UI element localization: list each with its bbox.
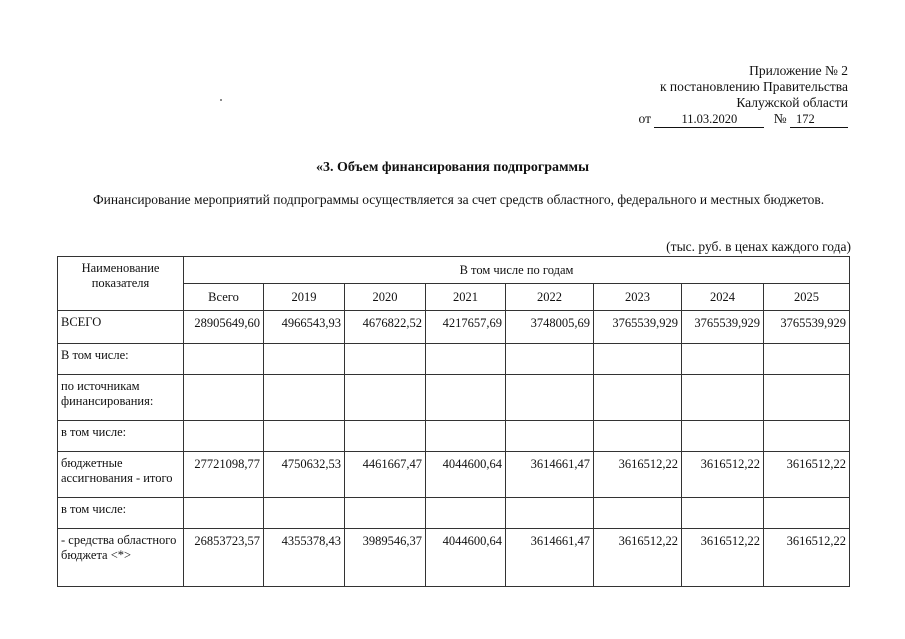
appendix-header [560, 63, 848, 128]
table-cell: 3765539,929 [594, 311, 682, 344]
table-cell: 3614661,47 [506, 529, 594, 587]
table-cell [345, 344, 426, 375]
table-cell: 3765539,929 [764, 311, 850, 344]
table-cell: 3989546,37 [345, 529, 426, 587]
number-label: № [773, 111, 787, 126]
table-cell [426, 344, 506, 375]
table-row [58, 375, 850, 421]
table-cell [345, 498, 426, 529]
column-header: 2019 [264, 284, 345, 311]
table-cell [264, 421, 345, 452]
table-cell [184, 344, 264, 375]
appendix-region: Калужской области [736, 95, 848, 110]
table-cell: 4461667,47 [345, 452, 426, 498]
financing-table [57, 256, 850, 587]
table-cell: 27721098,77 [184, 452, 264, 498]
column-header: 2021 [426, 284, 506, 311]
table-cell [506, 344, 594, 375]
row-label: в том числе: [58, 498, 184, 529]
table-cell [345, 421, 426, 452]
table-cell [764, 375, 850, 421]
appendix-title: Приложение № 2 [749, 63, 848, 78]
table-cell [594, 498, 682, 529]
table-cell: 3616512,22 [594, 452, 682, 498]
appendix-date-line [560, 111, 848, 128]
table-cell [682, 421, 764, 452]
table-cell: 3765539,929 [682, 311, 764, 344]
table-cell [682, 498, 764, 529]
row-label: В том числе: [58, 344, 184, 375]
column-header: 2025 [764, 284, 850, 311]
table-cell [764, 421, 850, 452]
table-cell: 4044600,64 [426, 452, 506, 498]
table-row [58, 529, 850, 587]
table-cell [682, 344, 764, 375]
table-cell [506, 421, 594, 452]
table-cell [594, 375, 682, 421]
table-cell [264, 344, 345, 375]
table-cell: 3616512,22 [764, 529, 850, 587]
table-row [58, 421, 850, 452]
table-cell: 4676822,52 [345, 311, 426, 344]
section-title: «3. Объем финансирования подпрограммы [315, 160, 590, 175]
table-cell [264, 375, 345, 421]
table-cell: 4355378,43 [264, 529, 345, 587]
table-cell [184, 375, 264, 421]
table-cell [594, 344, 682, 375]
table-cell [184, 498, 264, 529]
table-row [58, 344, 850, 375]
table-cell: 3616512,22 [682, 529, 764, 587]
table-cell [594, 421, 682, 452]
financing-paragraph: Финансирование мероприятий подпрограммы осуществляется за счет средств областного, федерального и местных бюджетов. [93, 192, 825, 207]
table-cell: 26853723,57 [184, 529, 264, 587]
table-row [58, 498, 850, 529]
header-group: В том числе по годам [184, 257, 850, 284]
table-cell: 3748005,69 [506, 311, 594, 344]
scan-speck [220, 99, 222, 101]
table-row [58, 452, 850, 498]
table-cell: 3614661,47 [506, 452, 594, 498]
row-label: бюджетные ассигнования - итого [58, 452, 184, 498]
column-header: 2022 [506, 284, 594, 311]
column-header: 2023 [594, 284, 682, 311]
table-cell [506, 498, 594, 529]
table-cell: 3616512,22 [682, 452, 764, 498]
column-header: 2020 [345, 284, 426, 311]
units-note: (тыс. руб. в ценах каждого года) [666, 239, 851, 254]
table-cell [426, 375, 506, 421]
table-cell: 4750632,53 [264, 452, 345, 498]
row-label: ВСЕГО [58, 311, 184, 344]
header-name: Наименование показателя [58, 257, 184, 311]
table-cell [764, 344, 850, 375]
table-cell [184, 421, 264, 452]
table-cell: 4044600,64 [426, 529, 506, 587]
from-label: от [638, 111, 651, 126]
column-header: Всего [184, 284, 264, 311]
table-cell [264, 498, 345, 529]
table-cell [682, 375, 764, 421]
table-cell: 3616512,22 [764, 452, 850, 498]
table-cell: 28905649,60 [184, 311, 264, 344]
table-cell [506, 375, 594, 421]
table-cell: 4217657,69 [426, 311, 506, 344]
table-cell [426, 421, 506, 452]
resolution-date: 11.03.2020 [654, 111, 764, 128]
row-label: - средства областного бюджета <*> [58, 529, 184, 587]
table-cell [345, 375, 426, 421]
table-cell [764, 498, 850, 529]
appendix-resolution: к постановлению Правительства [659, 79, 848, 94]
row-label: в том числе: [58, 421, 184, 452]
table-cell: 4966543,93 [264, 311, 345, 344]
row-label: по источникам финансирования: [58, 375, 184, 421]
column-header: 2024 [682, 284, 764, 311]
table-cell: 3616512,22 [594, 529, 682, 587]
table-row [58, 311, 850, 344]
resolution-number: 172 [790, 111, 848, 128]
table-cell [426, 498, 506, 529]
